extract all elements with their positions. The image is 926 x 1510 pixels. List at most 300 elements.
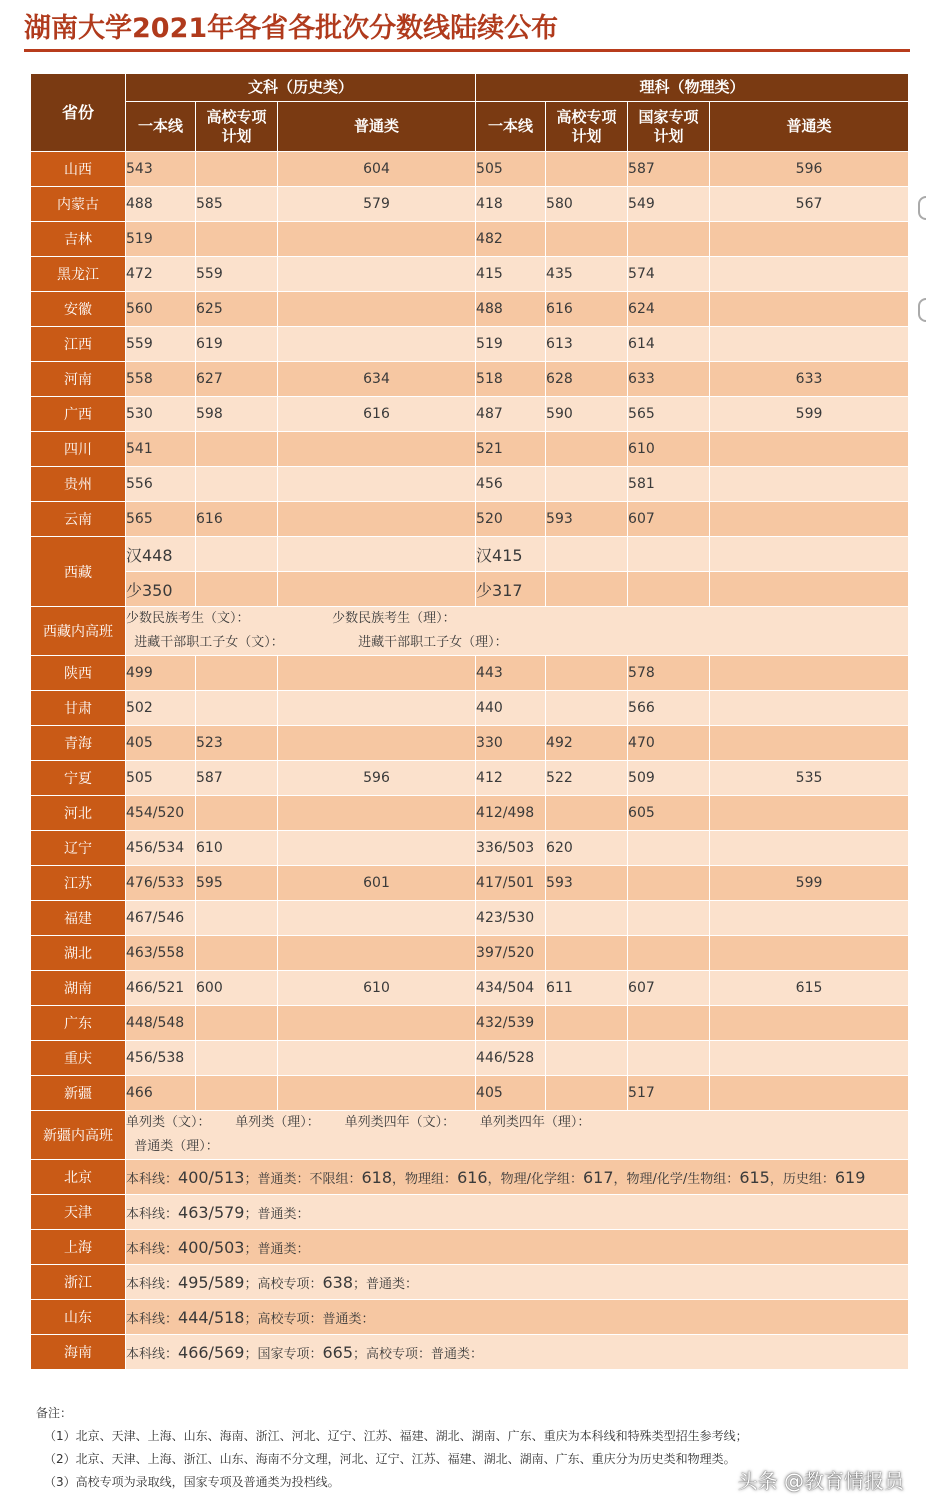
like-yiben-header: 一本线 xyxy=(476,102,546,152)
note-2: （2）北京、天津、上海、浙江、山东、海南不分文理，河北、辽宁、江苏、福建、湖北、湖南、广东、重庆分为历史类和物理类。 xyxy=(44,1452,736,1466)
wenke-yiben-cell: 502 xyxy=(126,691,196,726)
score-line-part: 615 xyxy=(739,1167,770,1187)
wenke-putong-cell: 579 xyxy=(278,187,476,222)
score-line-part: ；国家专项： xyxy=(244,1346,323,1362)
like-putong-cell xyxy=(710,502,909,537)
score-line-part: 本科线： xyxy=(126,1171,179,1187)
score-line-part: 466/569 xyxy=(178,1342,245,1362)
like-yiben-cell: 434/504 xyxy=(476,971,546,1006)
wenke-yiben-cell: 519 xyxy=(126,222,196,257)
wenke-yiben-cell: 466/521 xyxy=(126,971,196,1006)
remark-cell xyxy=(126,607,909,656)
like-guojia-cell: 470 xyxy=(628,726,710,761)
table-row xyxy=(31,1265,909,1300)
province-name: 江苏 xyxy=(31,866,126,901)
header-row-1 xyxy=(31,74,909,102)
wenke-gaoxiao-cell xyxy=(196,467,278,502)
like-guojia-cell: 607 xyxy=(628,502,710,537)
score-line-part: ；普通类： xyxy=(353,1276,419,1292)
like-putong-cell: 599 xyxy=(710,397,909,432)
score-line-part: 本科线： xyxy=(126,1276,179,1292)
like-putong-cell xyxy=(710,726,909,761)
province-name: 西藏 xyxy=(31,537,126,607)
score-line-part: ；普通类： xyxy=(244,1241,310,1257)
like-gaoxiao-cell: 593 xyxy=(546,866,628,901)
like-yiben-cell: 440 xyxy=(476,691,546,726)
province-name: 甘肃 xyxy=(31,691,126,726)
table-row xyxy=(31,761,909,796)
note-1: （1）北京、天津、上海、山东、海南、浙江、河北、辽宁、江苏、福建、湖北、湖南、广东、重庆为本科线和特殊类型招生参考线； xyxy=(44,1429,748,1443)
remark-line: 少数民族考生（文）： 少数民族考生（理）： xyxy=(126,611,456,626)
score-line-part: ，历史组： xyxy=(769,1171,835,1187)
like-putong-cell xyxy=(710,292,909,327)
table-row xyxy=(31,502,909,537)
like-guojia-cell: 607 xyxy=(628,971,710,1006)
table-row xyxy=(31,152,909,187)
wenke-yiben-cell: 405 xyxy=(126,726,196,761)
wenke-yiben-cell: 448/548 xyxy=(126,1006,196,1041)
like-guojia-cell: 517 xyxy=(628,1076,710,1111)
table-row xyxy=(31,1195,909,1230)
wenke-putong-cell xyxy=(278,257,476,292)
wenke-gaoxiao-cell: 523 xyxy=(196,726,278,761)
province-name: 贵州 xyxy=(31,467,126,502)
like-guojia-cell xyxy=(628,1041,710,1076)
score-line-part: ；普通类：不限组： xyxy=(244,1171,362,1187)
remark-line: 普通类（理）： xyxy=(126,1139,219,1154)
table-row xyxy=(31,726,909,761)
province-name: 吉林 xyxy=(31,222,126,257)
wenke-gaoxiao-cell xyxy=(196,537,278,572)
like-yiben-cell: 336/503 xyxy=(476,831,546,866)
score-line-part: ；高校专项：普通类： xyxy=(353,1346,484,1362)
table-row xyxy=(31,607,909,656)
like-guojia-cell: 574 xyxy=(628,257,710,292)
like-putong-cell xyxy=(710,537,909,572)
score-line-part: ；普通类： xyxy=(244,1206,310,1222)
table-row xyxy=(31,292,909,327)
province-name: 湖北 xyxy=(31,936,126,971)
edge-control-2 xyxy=(918,298,926,322)
table-row xyxy=(31,866,909,901)
wenke-putong-cell xyxy=(278,572,476,607)
like-yiben-cell: 汉415 xyxy=(476,537,546,572)
like-guojia-cell: 581 xyxy=(628,467,710,502)
province-name: 安徽 xyxy=(31,292,126,327)
like-guojia-cell xyxy=(628,572,710,607)
like-putong-cell xyxy=(710,656,909,691)
like-yiben-cell: 487 xyxy=(476,397,546,432)
table-row xyxy=(31,1076,909,1111)
wenke-putong-cell xyxy=(278,327,476,362)
like-gaoxiao-cell: 613 xyxy=(546,327,628,362)
like-yiben-cell: 520 xyxy=(476,502,546,537)
like-putong-cell xyxy=(710,796,909,831)
wenke-gaoxiao-cell: 598 xyxy=(196,397,278,432)
wenke-putong-cell xyxy=(278,1006,476,1041)
wenke-putong-cell xyxy=(278,222,476,257)
like-gaoxiao-cell: 522 xyxy=(546,761,628,796)
wenke-putong-header: 普通类 xyxy=(278,102,476,152)
like-guojia-cell: 605 xyxy=(628,796,710,831)
like-guojia-header: 国家专项 计划 xyxy=(628,102,710,152)
province-name: 河北 xyxy=(31,796,126,831)
wenke-gaoxiao-cell xyxy=(196,1041,278,1076)
table-row xyxy=(31,432,909,467)
score-line-cell xyxy=(126,1335,909,1370)
score-table xyxy=(30,73,909,1370)
like-putong-cell xyxy=(710,572,909,607)
table-row xyxy=(31,1230,909,1265)
wenke-gaoxiao-cell xyxy=(196,572,278,607)
wenke-putong-cell xyxy=(278,691,476,726)
like-putong-cell: 596 xyxy=(710,152,909,187)
wenke-gaoxiao-cell xyxy=(196,656,278,691)
page-title: 湖南大学2021年各省各批次分数线陆续公布 xyxy=(24,13,559,44)
wenke-gaoxiao-cell: 587 xyxy=(196,761,278,796)
wenke-gaoxiao-cell: 616 xyxy=(196,502,278,537)
like-guojia-cell xyxy=(628,866,710,901)
wenke-yiben-cell: 456/534 xyxy=(126,831,196,866)
like-putong-cell xyxy=(710,432,909,467)
like-yiben-cell: 521 xyxy=(476,432,546,467)
table-row xyxy=(31,1041,909,1076)
like-yiben-cell: 少317 xyxy=(476,572,546,607)
wenke-yiben-cell: 559 xyxy=(126,327,196,362)
score-line-part: 本科线： xyxy=(126,1241,179,1257)
like-yiben-cell: 397/520 xyxy=(476,936,546,971)
province-name: 海南 xyxy=(31,1335,126,1370)
province-name: 西藏内高班 xyxy=(31,607,126,656)
wenke-putong-cell xyxy=(278,502,476,537)
wenke-yiben-cell: 少350 xyxy=(126,572,196,607)
like-gaoxiao-cell: 580 xyxy=(546,187,628,222)
like-yiben-cell: 446/528 xyxy=(476,1041,546,1076)
table-row xyxy=(31,831,909,866)
like-guojia-cell: 578 xyxy=(628,656,710,691)
wenke-yiben-cell: 466 xyxy=(126,1076,196,1111)
like-putong-cell xyxy=(710,1006,909,1041)
province-name: 黑龙江 xyxy=(31,257,126,292)
wenke-gaoxiao-cell xyxy=(196,222,278,257)
province-name: 宁夏 xyxy=(31,761,126,796)
header-row-2 xyxy=(31,102,909,152)
table-row xyxy=(31,971,909,1006)
table-row xyxy=(31,796,909,831)
like-yiben-cell: 412/498 xyxy=(476,796,546,831)
like-putong-cell xyxy=(710,467,909,502)
wenke-putong-cell xyxy=(278,1041,476,1076)
province-name: 江西 xyxy=(31,327,126,362)
score-line-part: 本科线： xyxy=(126,1206,179,1222)
like-yiben-cell: 456 xyxy=(476,467,546,502)
wenke-yiben-cell: 汉448 xyxy=(126,537,196,572)
score-line-part: 400/503 xyxy=(178,1237,245,1257)
table-row xyxy=(31,656,909,691)
table-row xyxy=(31,936,909,971)
wenke-gaoxiao-cell xyxy=(196,1076,278,1111)
province-name: 新疆内高班 xyxy=(31,1111,126,1160)
like-gaoxiao-cell xyxy=(546,432,628,467)
wenke-yiben-cell: 560 xyxy=(126,292,196,327)
like-putong-cell xyxy=(710,936,909,971)
title-divider xyxy=(24,49,910,52)
remark-cell xyxy=(126,1111,909,1160)
like-putong-cell xyxy=(710,691,909,726)
like-guojia-cell: 565 xyxy=(628,397,710,432)
like-yiben-cell: 432/539 xyxy=(476,1006,546,1041)
like-yiben-cell: 488 xyxy=(476,292,546,327)
like-gaoxiao-cell: 435 xyxy=(546,257,628,292)
table-row xyxy=(31,537,909,572)
province-name: 云南 xyxy=(31,502,126,537)
province-name: 重庆 xyxy=(31,1041,126,1076)
table-row xyxy=(31,222,909,257)
wenke-gaoxiao-cell: 585 xyxy=(196,187,278,222)
like-guojia-cell: 587 xyxy=(628,152,710,187)
wenke-putong-cell xyxy=(278,1076,476,1111)
like-putong-cell xyxy=(710,831,909,866)
like-guojia-cell: 624 xyxy=(628,292,710,327)
table-row xyxy=(31,691,909,726)
like-guojia-cell xyxy=(628,1006,710,1041)
like-putong-cell xyxy=(710,1076,909,1111)
wenke-yiben-cell: 505 xyxy=(126,761,196,796)
like-guojia-cell xyxy=(628,537,710,572)
like-gaoxiao-cell xyxy=(546,1006,628,1041)
like-guojia-cell xyxy=(628,222,710,257)
wenke-yiben-header: 一本线 xyxy=(126,102,196,152)
like-gaoxiao-cell xyxy=(546,1076,628,1111)
like-yiben-cell: 482 xyxy=(476,222,546,257)
wenke-gaoxiao-cell: 619 xyxy=(196,327,278,362)
wenke-putong-cell: 604 xyxy=(278,152,476,187)
wenke-yiben-cell: 454/520 xyxy=(126,796,196,831)
wenke-putong-cell xyxy=(278,901,476,936)
wenke-putong-cell xyxy=(278,467,476,502)
wenke-gaoxiao-cell xyxy=(196,691,278,726)
like-yiben-cell: 418 xyxy=(476,187,546,222)
wenke-gaoxiao-cell xyxy=(196,901,278,936)
remark-line: 单列类（文）： 单列类（理）： 单列类四年（文）： 单列类四年（理）： xyxy=(126,1115,591,1130)
wenke-gaoxiao-cell: 627 xyxy=(196,362,278,397)
like-guojia-cell xyxy=(628,831,710,866)
like-yiben-cell: 330 xyxy=(476,726,546,761)
score-line-part: 463/579 xyxy=(178,1202,245,1222)
wenke-yiben-cell: 565 xyxy=(126,502,196,537)
score-line-cell xyxy=(126,1300,909,1335)
like-guojia-cell xyxy=(628,901,710,936)
like-putong-cell: 599 xyxy=(710,866,909,901)
province-name: 浙江 xyxy=(31,1265,126,1300)
like-guojia-cell: 549 xyxy=(628,187,710,222)
province-name: 天津 xyxy=(31,1195,126,1230)
table-row xyxy=(31,1160,909,1195)
table-row xyxy=(31,467,909,502)
table-row xyxy=(31,257,909,292)
wenke-putong-cell xyxy=(278,726,476,761)
score-line-cell xyxy=(126,1265,909,1300)
table-row xyxy=(31,1006,909,1041)
like-gaoxiao-cell xyxy=(546,537,628,572)
province-name: 北京 xyxy=(31,1160,126,1195)
score-line-part: 665 xyxy=(322,1342,354,1362)
score-line-part: ，物理/化学/生物组： xyxy=(613,1171,740,1187)
like-yiben-cell: 417/501 xyxy=(476,866,546,901)
like-header: 理科（物理类） xyxy=(476,74,909,102)
like-guojia-cell: 633 xyxy=(628,362,710,397)
like-guojia-cell: 610 xyxy=(628,432,710,467)
score-line-cell xyxy=(126,1195,909,1230)
like-putong-cell: 615 xyxy=(710,971,909,1006)
like-yiben-cell: 415 xyxy=(476,257,546,292)
wenke-putong-cell xyxy=(278,656,476,691)
watermark: 头条 @教育情报员 xyxy=(737,1469,904,1493)
wenke-putong-cell: 601 xyxy=(278,866,476,901)
province-name: 广东 xyxy=(31,1006,126,1041)
score-line-part: 616 xyxy=(457,1167,488,1187)
wenke-yiben-cell: 472 xyxy=(126,257,196,292)
like-gaoxiao-cell xyxy=(546,691,628,726)
like-gaoxiao-cell: 628 xyxy=(546,362,628,397)
score-line-part: 444/518 xyxy=(178,1307,245,1327)
wenke-gaoxiao-cell: 625 xyxy=(196,292,278,327)
wenke-yiben-cell: 476/533 xyxy=(126,866,196,901)
like-yiben-cell: 505 xyxy=(476,152,546,187)
like-gaoxiao-cell: 593 xyxy=(546,502,628,537)
wenke-gaoxiao-header: 高校专项 计划 xyxy=(196,102,278,152)
like-putong-cell xyxy=(710,901,909,936)
wenke-yiben-cell: 556 xyxy=(126,467,196,502)
province-name: 山东 xyxy=(31,1300,126,1335)
score-line-part: ，物理/化学组： xyxy=(487,1171,583,1187)
province-name: 内蒙古 xyxy=(31,187,126,222)
like-yiben-cell: 443 xyxy=(476,656,546,691)
like-gaoxiao-cell xyxy=(546,572,628,607)
score-line-part: 638 xyxy=(322,1272,354,1292)
table-row xyxy=(31,572,909,607)
score-line-part: 619 xyxy=(834,1167,866,1187)
table-row xyxy=(31,901,909,936)
wenke-putong-cell: 596 xyxy=(278,761,476,796)
score-line-cell xyxy=(126,1230,909,1265)
province-name: 四川 xyxy=(31,432,126,467)
wenke-yiben-cell: 530 xyxy=(126,397,196,432)
like-gaoxiao-header: 高校专项 计划 xyxy=(546,102,628,152)
score-line-part: 617 xyxy=(583,1167,614,1187)
table-row xyxy=(31,362,909,397)
like-gaoxiao-cell xyxy=(546,656,628,691)
like-putong-cell: 535 xyxy=(710,761,909,796)
wenke-putong-cell xyxy=(278,796,476,831)
wenke-putong-cell xyxy=(278,432,476,467)
wenke-gaoxiao-cell: 595 xyxy=(196,866,278,901)
like-yiben-cell: 518 xyxy=(476,362,546,397)
like-putong-cell: 633 xyxy=(710,362,909,397)
province-name: 辽宁 xyxy=(31,831,126,866)
table-row xyxy=(31,1111,909,1160)
like-gaoxiao-cell: 616 xyxy=(546,292,628,327)
wenke-yiben-cell: 467/546 xyxy=(126,901,196,936)
like-gaoxiao-cell: 611 xyxy=(546,971,628,1006)
wenke-putong-cell xyxy=(278,292,476,327)
wenke-yiben-cell: 499 xyxy=(126,656,196,691)
like-putong-cell xyxy=(710,327,909,362)
wenke-gaoxiao-cell xyxy=(196,432,278,467)
wenke-yiben-cell: 543 xyxy=(126,152,196,187)
like-putong-cell: 567 xyxy=(710,187,909,222)
score-line-cell xyxy=(126,1160,909,1195)
score-line-part: ，物理组： xyxy=(392,1171,458,1187)
wenke-gaoxiao-cell: 600 xyxy=(196,971,278,1006)
province-name: 湖南 xyxy=(31,971,126,1006)
like-yiben-cell: 423/530 xyxy=(476,901,546,936)
like-guojia-cell: 509 xyxy=(628,761,710,796)
like-gaoxiao-cell xyxy=(546,901,628,936)
score-line-part: 495/589 xyxy=(178,1272,245,1292)
notes-heading: 备注： xyxy=(36,1406,73,1420)
score-line-part: 本科线： xyxy=(126,1346,179,1362)
province-name: 山西 xyxy=(31,152,126,187)
like-gaoxiao-cell xyxy=(546,222,628,257)
wenke-putong-cell: 610 xyxy=(278,971,476,1006)
table-row xyxy=(31,1300,909,1335)
wenke-gaoxiao-cell xyxy=(196,1006,278,1041)
wenke-yiben-cell: 541 xyxy=(126,432,196,467)
wenke-putong-cell xyxy=(278,936,476,971)
edge-control-1 xyxy=(918,196,926,220)
table-row xyxy=(31,327,909,362)
like-guojia-cell: 566 xyxy=(628,691,710,726)
table-row xyxy=(31,397,909,432)
wenke-putong-cell: 634 xyxy=(278,362,476,397)
wenke-gaoxiao-cell xyxy=(196,936,278,971)
like-gaoxiao-cell xyxy=(546,467,628,502)
score-line-part: ；高校专项： xyxy=(244,1276,323,1292)
like-gaoxiao-cell: 620 xyxy=(546,831,628,866)
table-row xyxy=(31,1335,909,1370)
wenke-yiben-cell: 558 xyxy=(126,362,196,397)
wenke-gaoxiao-cell xyxy=(196,796,278,831)
remark-line: 进藏干部职工子女（文）： 进藏干部职工子女（理）： xyxy=(126,635,508,650)
like-gaoxiao-cell xyxy=(546,936,628,971)
like-guojia-cell xyxy=(628,936,710,971)
score-line-part: 618 xyxy=(361,1167,393,1187)
wenke-putong-cell: 616 xyxy=(278,397,476,432)
province-name: 广西 xyxy=(31,397,126,432)
wenke-yiben-cell: 463/558 xyxy=(126,936,196,971)
like-putong-cell xyxy=(710,222,909,257)
table-row xyxy=(31,187,909,222)
like-putong-cell xyxy=(710,257,909,292)
wenke-putong-cell xyxy=(278,831,476,866)
province-name: 新疆 xyxy=(31,1076,126,1111)
province-name: 福建 xyxy=(31,901,126,936)
province-name: 河南 xyxy=(31,362,126,397)
note-3: （3）高校专项为录取线，国家专项及普通类为投档线。 xyxy=(44,1475,340,1489)
like-gaoxiao-cell: 492 xyxy=(546,726,628,761)
wenke-gaoxiao-cell: 559 xyxy=(196,257,278,292)
like-gaoxiao-cell xyxy=(546,152,628,187)
province-name: 上海 xyxy=(31,1230,126,1265)
wenke-yiben-cell: 456/538 xyxy=(126,1041,196,1076)
like-gaoxiao-cell xyxy=(546,796,628,831)
province-name: 陕西 xyxy=(31,656,126,691)
score-line-part: 本科线： xyxy=(126,1311,179,1327)
like-putong-cell xyxy=(710,1041,909,1076)
like-gaoxiao-cell: 590 xyxy=(546,397,628,432)
score-line-part: ；高校专项：普通类： xyxy=(244,1311,375,1327)
